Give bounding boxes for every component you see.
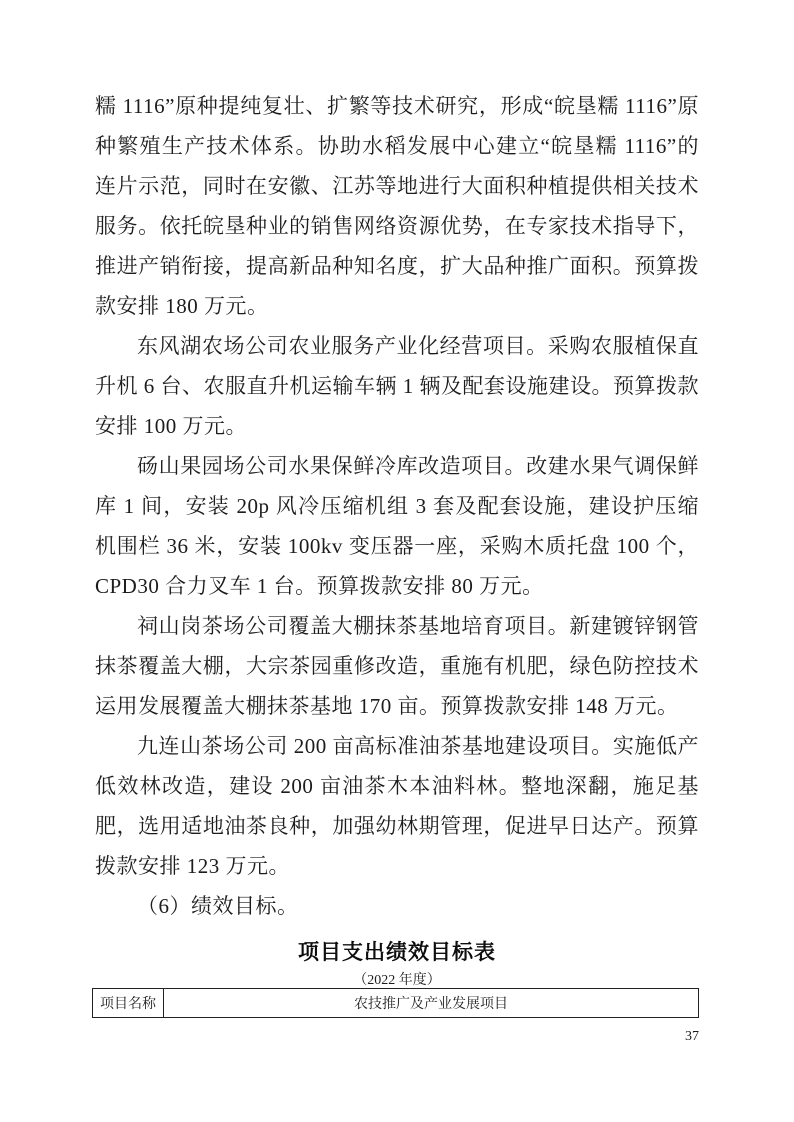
- paragraph-dangshan-project: 砀山果园场公司水果保鲜冷库改造项目。改建水果气调保鲜库 1 间，安装 20p 风冷压缩机组 3 套及配套设施，建设护压缩机围栏 36 米，安装 100kv 变压器一座，采购木质托盘 100 个，CPD30 合力叉车 1 台。预算拨款安排 80 万元。: [95, 454, 699, 598]
- paragraph-jiulianshan-project: 九连山茶场公司 200 亩高标准油茶基地建设项目。实施低产低效林改造，建设 200 亩油茶木本油料林。整地深翻，施足基肥，选用适地油茶良种，加强幼林期管理，促进早日达产。预算拨款安排 123 万元。: [95, 734, 699, 878]
- performance-table-subtitle: （2022 年度）: [353, 973, 441, 988]
- table-cell-project-name-label: 项目名称: [93, 989, 164, 1018]
- performance-table-title: 项目支出绩效目标表: [298, 941, 496, 964]
- paragraph-dongfenghu-project: 东风湖农场公司农业服务产业化经营项目。采购农服植保直升机 6 台、农服直升机运输车辆 1 辆及配套设施建设。预算拨款安排 100 万元。: [95, 334, 699, 438]
- paragraph-cishangang-project: 祠山岗茶场公司覆盖大棚抹茶基地培育项目。新建镀锌钢管抹茶覆盖大棚，大宗茶园重修改造，重施有机肥，绿色防控技术运用发展覆盖大棚抹茶基地 170 亩。预算拨款安排 148 万元。: [95, 614, 699, 718]
- paragraph-continuation: 糯 1116”原种提纯复壮、扩繁等技术研究，形成“皖垦糯 1116”原种繁殖生产技术体系。协助水稻发展中心建立“皖垦糯 1116”的连片示范，同时在安徽、江苏等地进行大面积种植提供相关技术服务。依托皖垦种业的销售网络资源优势，在专家技术指导下，推进产销衔接，提高新品种知名度，扩大品种推广面积。预算拨款安排 180 万元。: [95, 94, 699, 318]
- page-number: 37: [685, 1029, 699, 1044]
- paragraph-performance-goal-heading: （6）绩效目标。: [137, 894, 299, 918]
- body-text: [95, 86, 699, 926]
- table-row: [93, 989, 699, 1018]
- table-cell-project-name-value: 农技推广及产业发展项目: [164, 989, 699, 1018]
- performance-table: [92, 988, 699, 1018]
